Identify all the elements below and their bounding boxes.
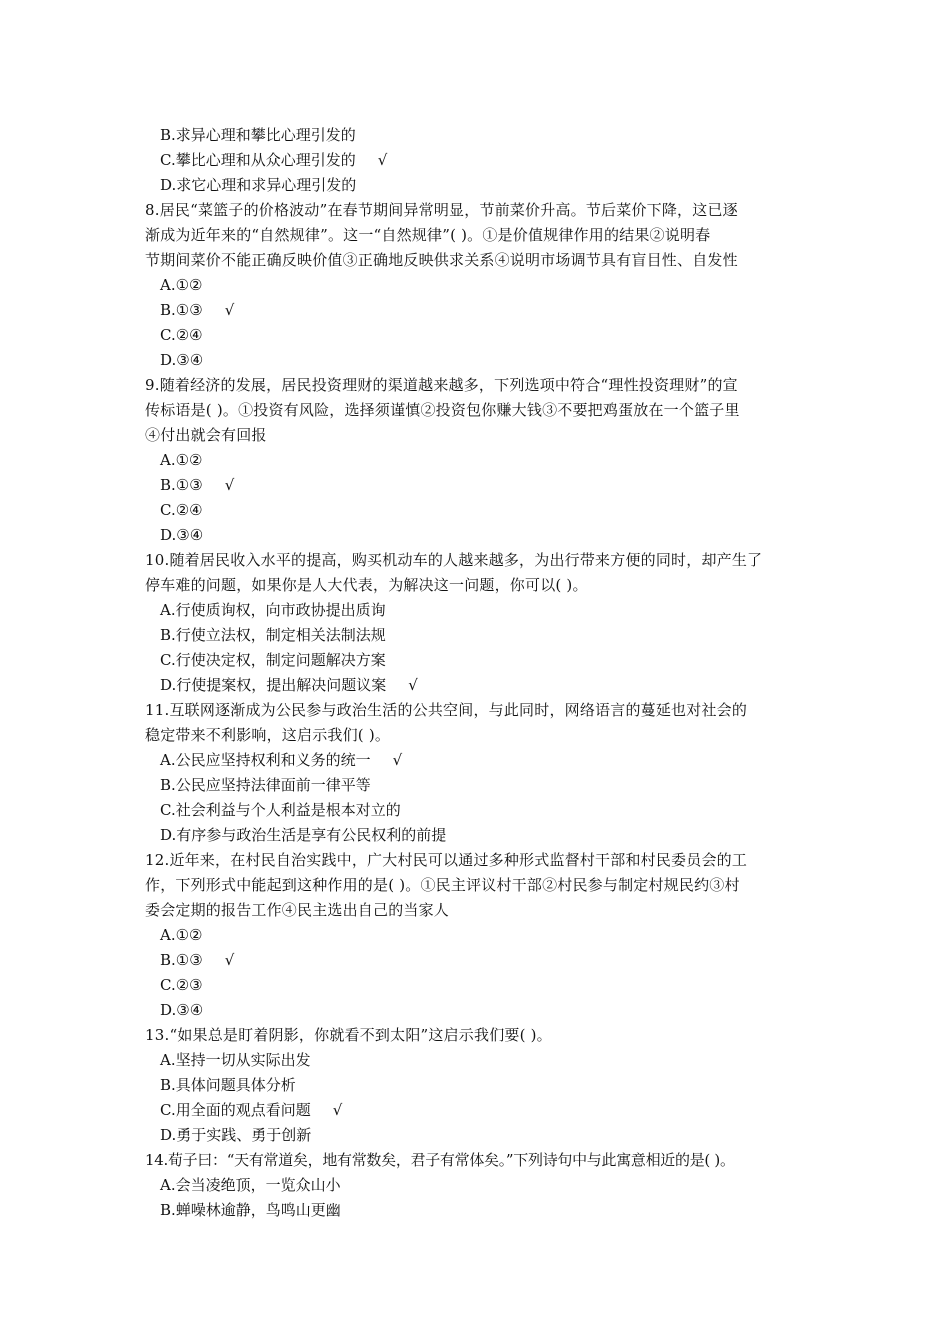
option-text: C.②④ <box>160 501 203 519</box>
option-text: A.会当凌绝顶，一览众山小 <box>160 1176 341 1194</box>
question-text: 8.居民“菜篮子的价格波动”在春节期间异常明显，节前菜价升高。节后菜价下降，这已逐 <box>145 201 738 219</box>
question-text: 作，下列形式中能起到这种作用的是( )。①民主评议村干部②村民参与制定村规民约③村 <box>145 876 740 894</box>
answer-check-icon: √ <box>332 1101 343 1119</box>
option-line <box>160 648 408 673</box>
option-line <box>160 973 225 998</box>
answer-check-icon: √ <box>392 751 403 769</box>
option-line <box>160 523 225 548</box>
option-text: C.社会利益与个人利益是根本对立的 <box>160 801 401 819</box>
option-line <box>160 623 408 648</box>
answer-check-icon: √ <box>224 951 235 969</box>
question-line <box>145 1023 552 1048</box>
question-line <box>145 873 740 898</box>
question-text: 停车难的问题，如果你是人大代表，为解决这一问题，你可以( )。 <box>145 576 588 594</box>
option-line <box>160 123 378 148</box>
option-text: D.行使提案权，提出解决问题议案 <box>160 676 387 694</box>
option-line <box>160 148 387 173</box>
question-line <box>145 548 762 573</box>
answer-check-icon: √ <box>224 476 235 494</box>
option-text: D.勇于实践、勇于创新 <box>160 1126 312 1144</box>
option-line <box>160 448 225 473</box>
question-text: 稳定带来不利影响，这启示我们( )。 <box>145 726 391 744</box>
question-text: 委会定期的报告工作④民主选出自己的当家人 <box>145 901 450 919</box>
option-text: D.③④ <box>160 351 204 369</box>
option-text: C.用全面的观点看问题 <box>160 1101 311 1119</box>
question-text: 传标语是( )。①投资有风险，选择须谨慎②投资包你赚大钱③不要把鸡蛋放在一个篮子里 <box>145 401 740 419</box>
answer-check-icon: √ <box>377 151 388 169</box>
option-text: B.公民应坚持法律面前一律平等 <box>160 776 371 794</box>
option-line <box>160 748 402 773</box>
answer-check-icon: √ <box>408 676 418 694</box>
option-line <box>160 673 418 698</box>
option-line <box>160 823 468 848</box>
option-text: A.①② <box>160 926 203 944</box>
option-line <box>160 1073 318 1098</box>
question-line <box>145 423 267 448</box>
question-line <box>145 898 449 923</box>
question-line <box>145 223 710 248</box>
option-text: A.坚持一切从实际出发 <box>160 1051 311 1069</box>
question-text: 12.近年来，在村民自治实践中，广大村民可以通过多种形式监督村干部和村民委员会的工 <box>145 851 748 869</box>
option-text: C.②③ <box>160 976 203 994</box>
question-line <box>145 848 747 873</box>
option-line <box>160 773 393 798</box>
question-text: 节期间菜价不能正确反映价值③正确地反映供求关系④说明市场调节具有盲目性、自发性 <box>145 251 738 269</box>
option-line <box>160 298 234 323</box>
option-line <box>160 1048 333 1073</box>
option-line <box>160 1198 363 1223</box>
option-line <box>160 598 408 623</box>
option-text: B.①③ <box>160 476 203 494</box>
option-line <box>160 273 225 298</box>
option-line <box>160 1173 363 1198</box>
option-text: A.公民应坚持权利和义务的统一 <box>160 751 371 769</box>
option-line <box>160 173 378 198</box>
option-text: C.攀比心理和从众心理引发的 <box>160 151 356 169</box>
option-text: A.①② <box>160 276 203 294</box>
option-text: B.行使立法权，制定相关法制法规 <box>160 626 386 644</box>
option-text: B.①③ <box>160 301 203 319</box>
question-line <box>145 1148 735 1173</box>
question-text: ④付出就会有回报 <box>145 426 267 444</box>
option-line <box>160 498 225 523</box>
question-text: 13.“如果总是盯着阴影，你就看不到太阳”这启示我们要( )。 <box>145 1026 552 1044</box>
option-text: D.③④ <box>160 526 204 544</box>
option-text: C.②④ <box>160 326 203 344</box>
option-text: A.①② <box>160 451 203 469</box>
option-text: D.③④ <box>160 1001 204 1019</box>
question-text: 11.互联网逐渐成为公民参与政治生活的公共空间，与此同时，网络语言的蔓延也对社会的 <box>145 701 748 719</box>
question-line <box>145 198 738 223</box>
question-line <box>145 723 390 748</box>
option-text: A.行使质询权，向市政协提出质询 <box>160 601 386 619</box>
option-line <box>160 798 423 823</box>
answer-check-icon: √ <box>224 301 235 319</box>
option-line <box>160 948 234 973</box>
question-text: 渐成为近年来的“自然规律”。这一“自然规律”( )。①是价值规律作用的结果②说明春 <box>145 226 711 244</box>
option-line <box>160 323 225 348</box>
option-text: D.有序参与政治生活是享有公民权利的前提 <box>160 826 447 844</box>
question-line <box>145 373 738 398</box>
option-text: B.蝉噪林逾静，鸟鸣山更幽 <box>160 1201 341 1219</box>
option-text: D.求它心理和求异心理引发的 <box>160 176 357 194</box>
option-text: B.具体问题具体分析 <box>160 1076 296 1094</box>
question-line <box>145 248 738 273</box>
option-text: C.行使决定权，制定问题解决方案 <box>160 651 386 669</box>
option-line <box>160 1123 333 1148</box>
question-line <box>145 698 747 723</box>
option-line <box>160 473 234 498</box>
question-text: 9.随着经济的发展，居民投资理财的渠道越来越多，下列选项中符合“理性投资理财”的宣 <box>145 376 738 394</box>
option-line <box>160 998 225 1023</box>
question-line <box>145 573 588 598</box>
question-line <box>145 398 740 423</box>
question-text: 10.随着居民收入水平的提高，购买机动车的人越来越多，为出行带来方便的同时，却产生了 <box>145 551 763 569</box>
option-text: B.①③ <box>160 951 203 969</box>
option-line <box>160 923 225 948</box>
option-line <box>160 1098 342 1123</box>
option-line <box>160 348 225 373</box>
option-text: B.求异心理和攀比心理引发的 <box>160 126 356 144</box>
question-text: 14.荀子曰：“天有常道矣，地有常数矣，君子有常体矣。”下列诗句中与此寓意相近的是( )。 <box>145 1151 735 1169</box>
